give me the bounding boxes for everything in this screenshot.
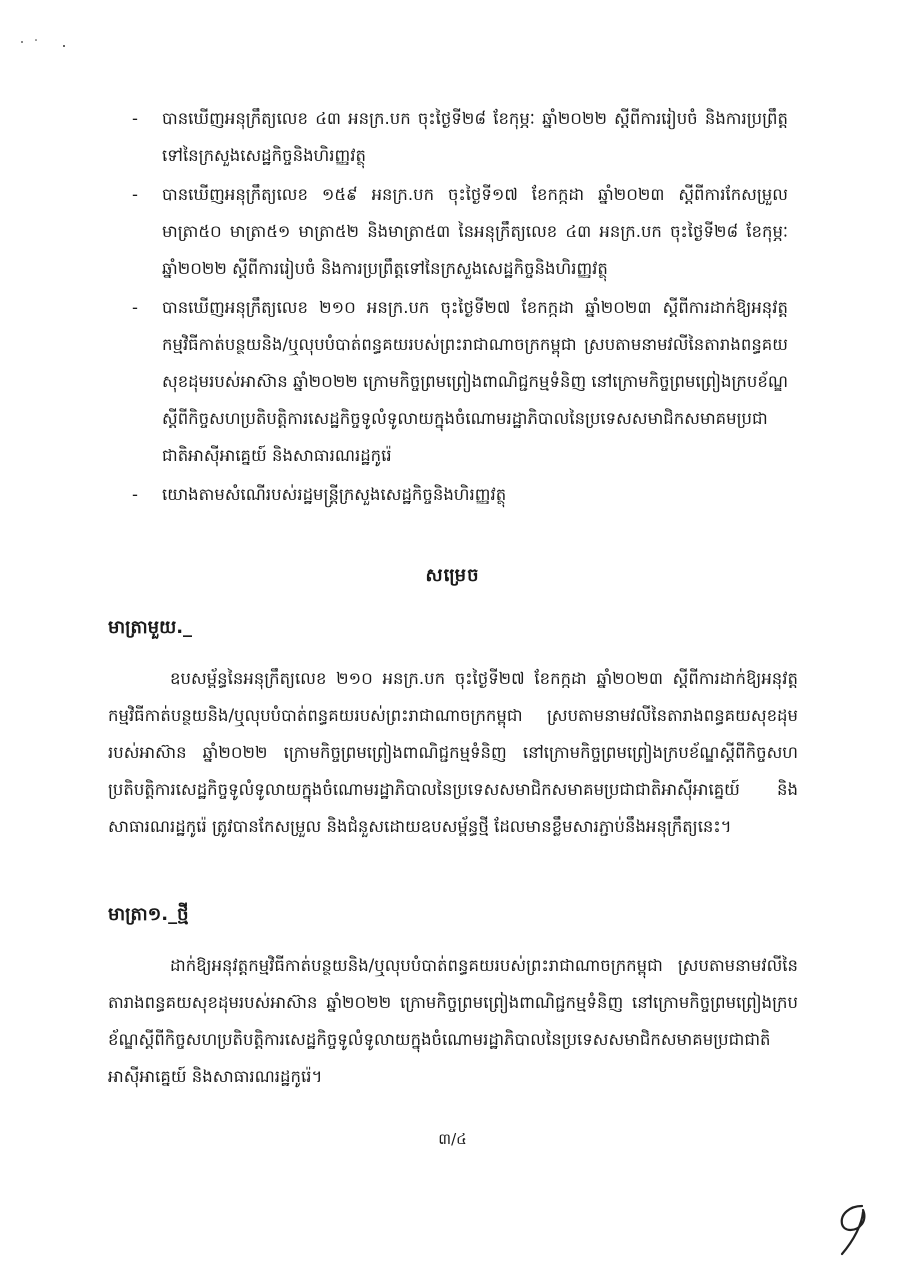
- article-one-new-text: ដាក់ឱ្យអនុវត្តកម្មវិធីកាត់បន្ថយនិង/ឬលុបបំបាត់ពន្ធគយរបស់ព្រះរាជាណាចក្រកម្ពុជា ស្របតាមនាមវលីនៃតារាងពន្ធគយសុខដុមរបស់អាស៊ាន ឆ្នាំ២០២២ ក្រោមកិច្ចព្រមព្រៀងពាណិជ្ជកម្មទំនិញ នៅក្រោមកិច្ចព្រមព្រៀងក្របខ័ណ្ឌស្តីពីកិច្ចសហប្រតិបត្តិការសេដ្ឋកិច្ចទូលំទូលាយក្នុងចំណោមរដ្ឋាភិបាលនៃប្រទេសសមាជិកសមាគមប្រជាជាតិអាស៊ីអាគ្នេយ៍ និងសាធារណរដ្ឋកូរ៉េ។: [108, 956, 798, 1086]
- preamble-item-text: បានឃើញអនុក្រឹត្យលេខ ៤៣ អនក្រ.បក ចុះថ្ងៃទី២៨ ខែកុម្ភៈ ឆ្នាំ២០២២ ស្តីពីការរៀបចំ និងការប្រព្រឹត្តទៅនៃក្រសួងសេដ្ឋកិច្ចនិងហិរញ្ញវត្ថុ: [162, 109, 788, 165]
- article-one-new-heading: [108, 902, 189, 929]
- bullet-dash: -: [132, 185, 138, 204]
- handwritten-page-mark: [832, 1200, 876, 1260]
- preamble-item: [128, 176, 788, 287]
- article-one-heading: [108, 615, 192, 642]
- bullet-dash: -: [132, 485, 138, 504]
- preamble-list: [128, 100, 788, 515]
- preamble-item: [128, 100, 788, 174]
- bullet-dash: -: [132, 109, 138, 128]
- preamble-item-text: បានឃើញអនុក្រឹត្យលេខ ១៥៩ អនក្រ.បក ចុះថ្ងៃទី១៧ ខែកក្កដា ឆ្នាំ២០២៣ ស្តីពីការកែសម្រួលមាត្រា៥០ មាត្រា៥១ មាត្រា៥២ និងមាត្រា៥៣ នៃអនុក្រឹត្យលេខ ៤៣ អនក្រ.បក ចុះថ្ងៃទី២៨ ខែកុម្ភៈ ឆ្នាំ២០២២ ស្តីពីការរៀបចំ និងការប្រព្រឹត្តទៅនៃក្រសួងសេដ្ឋកិច្ចនិងហិរញ្ញវត្ថុ: [162, 185, 788, 278]
- article-one-title: មាត្រាមួយ.: [108, 617, 184, 638]
- article-one-new-suffix: ថ្មី: [177, 904, 189, 925]
- article-one-new-title: មាត្រា១._: [108, 904, 178, 925]
- article-one-suffix: _: [183, 617, 193, 638]
- bullet-dash: -: [132, 298, 138, 317]
- preamble-item: [128, 289, 788, 474]
- preamble-item-text: បានឃើញអនុក្រឹត្យលេខ ២១០ អនក្រ.បក ចុះថ្ងៃទី២៧ ខែកក្កដា ឆ្នាំ២០២៣ ស្តីពីការដាក់ឱ្យអនុវត្តកម្មវិធីកាត់បន្ថយនិង/ឬលុបបំបាត់ពន្ធគយរបស់ព្រះរាជាណាចក្រកម្ពុជា ស្របតាមនាមវលីនៃតារាងពន្ធគយសុខដុមរបស់អាស៊ាន ឆ្នាំ២០២២ ក្រោមកិច្ចព្រមព្រៀងពាណិជ្ជកម្មទំនិញ នៅក្រោមកិច្ចព្រមព្រៀងក្របខ័ណ្ឌស្តីពីកិច្ចសហប្រតិបត្តិការសេដ្ឋកិច្ចទូលំទូលាយក្នុងចំណោមរដ្ឋាភិបាលនៃប្រទេសសមាជិកសមាគមប្រជាជាតិអាស៊ីអាគ្នេយ៍ និងសាធារណរដ្ឋកូរ៉េ: [162, 298, 788, 465]
- preamble-item-text: យោងតាមសំណើរបស់រដ្ឋមន្ត្រីក្រសួងសេដ្ឋកិច្ចនិងហិរញ្ញវត្ថុ: [162, 485, 507, 504]
- decision-heading: សម្រេច: [425, 565, 480, 586]
- preamble-item: [128, 476, 788, 513]
- article-one-text: ឧបសម្ព័ន្ធនៃអនុក្រឹត្យលេខ ២១០ អនក្រ.បក ចុះថ្ងៃទី២៧ ខែកក្កដា ឆ្នាំ២០២៣ ស្តីពីការដាក់ឱ្យអនុវត្តកម្មវិធីកាត់បន្ថយនិង/ឬលុបបំបាត់ពន្ធគយរបស់ព្រះរាជាណាចក្រកម្ពុជា ស្របតាមនាមវលីនៃតារាងពន្ធគយសុខដុមរបស់អាស៊ាន ឆ្នាំ២០២២ ក្រោមកិច្ចព្រមព្រៀងពាណិជ្ជកម្មទំនិញ នៅក្រោមកិច្ចព្រមព្រៀងក្របខ័ណ្ឌស្តីពីកិច្ចសហប្រតិបត្តិការសេដ្ឋកិច្ចទូលំទូលាយក្នុងចំណោមរដ្ឋាភិបាលនៃប្រទេសសមាជិកសមាគមប្រជាជាតិអាស៊ីអាគ្នេយ៍ និងសាធារណរដ្ឋកូរ៉េ ត្រូវបានកែសម្រួល និងជំនួសដោយឧបសម្ព័ន្ធថ្មី ដែលមានខ្លឹមសារភ្ជាប់នឹងអនុក្រឹត្យនេះ។: [108, 669, 798, 836]
- scan-specks: [18, 38, 78, 52]
- page-number: ៣/៤: [438, 1130, 467, 1148]
